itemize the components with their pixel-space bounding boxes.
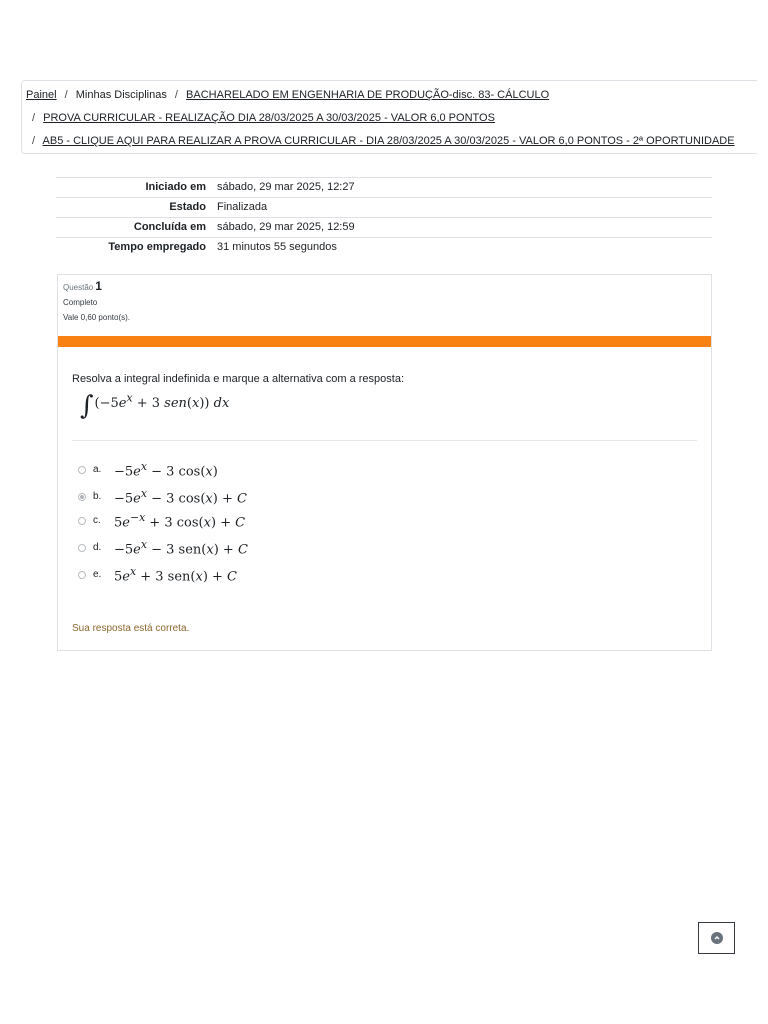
radio-button[interactable] — [78, 517, 86, 525]
breadcrumb-link-section[interactable]: PROVA CURRICULAR - REALIZAÇÃO DIA 28/03/2025 A 30/03/2025 - VALOR 6,0 PONTOS — [43, 112, 495, 124]
feedback-text: Sua resposta está correta. — [72, 623, 190, 634]
answer-letter: b. — [93, 491, 102, 503]
attempt-summary-table — [56, 177, 712, 257]
breadcrumb-link-quiz[interactable]: AB5 - CLIQUE AQUI PARA REALIZAR A PROVA CURRICULAR - DIA 28/03/2025 A 30/03/2025 - VALOR 6,0 PONTOS - 2ª OPORTUNIDADE — [42, 135, 735, 147]
question-number: 1 — [95, 279, 102, 293]
summary-label: Tempo empregado — [108, 241, 206, 253]
breadcrumb-line-1 — [26, 89, 549, 101]
question-formula: $\int(-5e^x + 3$ sen(x)) dx — [80, 391, 230, 421]
breadcrumb-link-course[interactable]: BACHARELADO EM ENGENHARIA DE PRODUÇÃO-disc. 83- CÁLCULO — [186, 89, 550, 101]
question-status: Completo — [63, 298, 98, 307]
summary-value: Finalizada — [217, 201, 268, 213]
answer-option-e[interactable] — [78, 565, 237, 584]
breadcrumb-line-2 — [32, 112, 495, 124]
answer-letter: e. — [93, 569, 102, 581]
summary-row-state — [56, 198, 712, 218]
breadcrumb-separator: / — [174, 89, 178, 101]
answer-math: $-5e^x - 3$ sen(x) + C — [114, 538, 248, 558]
question-prompt: Resolva a integral indefinida e marque a alternativa com a resposta: — [72, 373, 405, 385]
question-grade: Vale 0,60 ponto(s). — [63, 313, 131, 322]
answer-option-d[interactable] — [78, 538, 248, 557]
back-to-top-button[interactable] — [698, 922, 735, 954]
radio-button[interactable] — [78, 544, 86, 552]
question-label: Questão — [63, 283, 94, 292]
question-info — [63, 279, 130, 325]
breadcrumb-separator: / — [32, 135, 36, 147]
summary-row-started — [56, 178, 712, 198]
answer-option-c[interactable] — [78, 511, 245, 530]
answer-math: $5e^{-x} + 3$ cos(x) + C — [114, 511, 246, 531]
summary-label: Concluída em — [133, 221, 206, 233]
answer-math: $-5e^x - 3$ cos(x) + C — [114, 487, 247, 507]
breadcrumb-separator: / — [32, 112, 36, 124]
question-number-line — [63, 279, 130, 295]
summary-value: sábado, 29 mar 2025, 12:27 — [217, 181, 355, 193]
answer-math: $-5e^x - 3$ cos(x) — [114, 460, 218, 480]
answer-math: $5e^x + 3$ sen(x) + C — [114, 565, 237, 585]
summary-label: Iniciado em — [145, 181, 206, 193]
summary-value: sábado, 29 mar 2025, 12:59 — [217, 221, 355, 233]
answer-letter: a. — [93, 464, 102, 476]
question-card — [57, 274, 712, 651]
breadcrumb-link-painel[interactable]: Painel — [26, 89, 57, 101]
breadcrumb — [21, 80, 757, 154]
breadcrumb-line-3 — [32, 135, 735, 147]
summary-row-completed — [56, 218, 712, 238]
breadcrumb-item-minhas-disciplinas: Minhas Disciplinas — [75, 89, 167, 101]
summary-value: 31 minutos 55 segundos — [217, 241, 337, 253]
answer-letter: d. — [93, 542, 102, 554]
answer-letter: c. — [93, 515, 101, 527]
question-accent-bar — [58, 336, 711, 347]
summary-label: Estado — [169, 201, 206, 213]
answer-option-a[interactable] — [78, 460, 218, 479]
answer-option-b[interactable] — [78, 487, 247, 506]
radio-button[interactable] — [78, 571, 86, 579]
summary-row-time-taken — [56, 238, 712, 258]
question-divider — [72, 440, 697, 441]
arrow-up-circle-icon — [711, 932, 723, 944]
radio-button[interactable] — [78, 466, 86, 474]
radio-button-selected[interactable] — [78, 493, 86, 501]
breadcrumb-separator: / — [64, 89, 68, 101]
